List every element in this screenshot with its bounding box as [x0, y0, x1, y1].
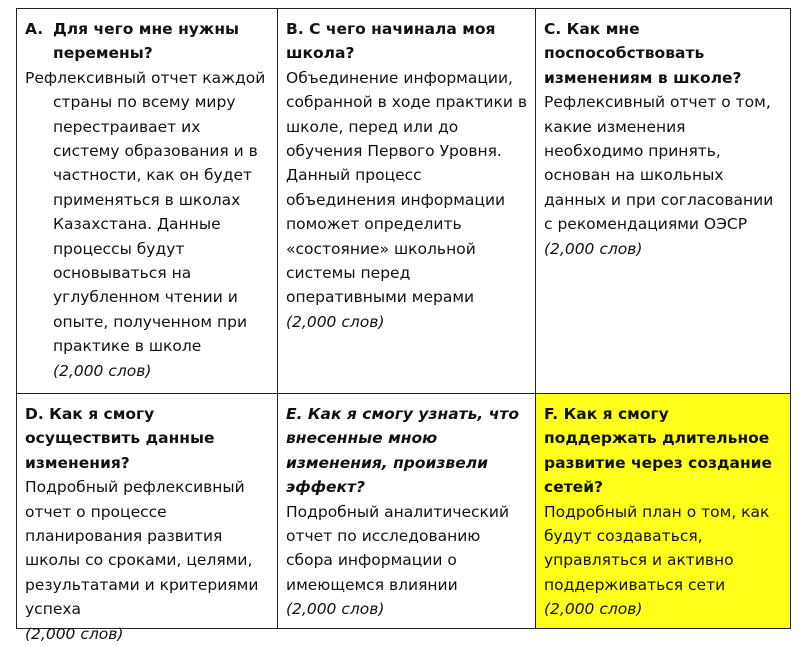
cell-a-title: Для чего мне нужны перемены?: [53, 20, 240, 63]
cell-e-body: Подробный аналитический отчет по исследованию сбора информации о имеющемся влиянии: [286, 502, 510, 594]
cell-b-body: Объединение информации, собранной в ходе практики в школе, перед или до обучения Первого Уровня. Данный процесс объединения информации поможет определить «состояние» школьной системы перед оперативными мерами: [286, 68, 527, 307]
cell-f-title: F. Как я смогу поддержать длительное развитие через создание сетей?: [544, 405, 773, 497]
cell-c-words: (2,000 слов): [544, 239, 643, 258]
cell-e-title: E. Как я смогу узнать, что внесенные мною изменения, произвели эффект?: [286, 405, 519, 497]
cell-c-body: Рефлексивный отчет о том, какие изменения необходимо принять, основан на школьных данных и при согласовании с рекомендациями ОЭСР: [544, 93, 774, 234]
cell-d-title: D. Как я смогу осуществить данные изменения?: [25, 405, 215, 472]
cell-d-words: (2,000 слов): [25, 624, 124, 643]
cell-a-heading: [25, 17, 269, 66]
modules-table: [16, 8, 791, 643]
cell-f-words: (2,000 слов): [544, 600, 643, 619]
cell-f: [536, 394, 791, 629]
cell-b: [278, 9, 536, 394]
cell-a-body: Рефлексивный отчет каждой страны по всему миру перестраивает их систему образования и в частности, как он будет применяться в школах Казахстана. Данные процессы будут основываться на углубленном чтении и опыте, полученном при практике в школе: [25, 68, 266, 356]
cell-a-words: (2,000 слов): [53, 361, 152, 380]
cell-e-words: (2,000 слов): [286, 600, 385, 619]
cell-e: [278, 394, 536, 629]
cell-b-words: (2,000 слов): [286, 312, 385, 331]
cell-b-title: B. С чего начиналa моя школа?: [286, 20, 496, 63]
cell-f-body: Подробный план о том, как будут создаваться, управляться и активно поддерживаться сети: [544, 502, 770, 594]
cell-c: [536, 9, 791, 394]
cell-d-body: Подробный рефлексивный отчет о процессе планирования развития школы со сроками, целями, результатами и критериями успеха: [25, 478, 259, 619]
cell-a-words-wrap: [25, 359, 269, 383]
cell-c-title: C. Как мне поспособствовать изменениям в школе?: [544, 20, 742, 87]
cell-a-marker: A.: [25, 20, 44, 38]
cell-a: [17, 9, 278, 394]
cell-d: [17, 394, 278, 643]
